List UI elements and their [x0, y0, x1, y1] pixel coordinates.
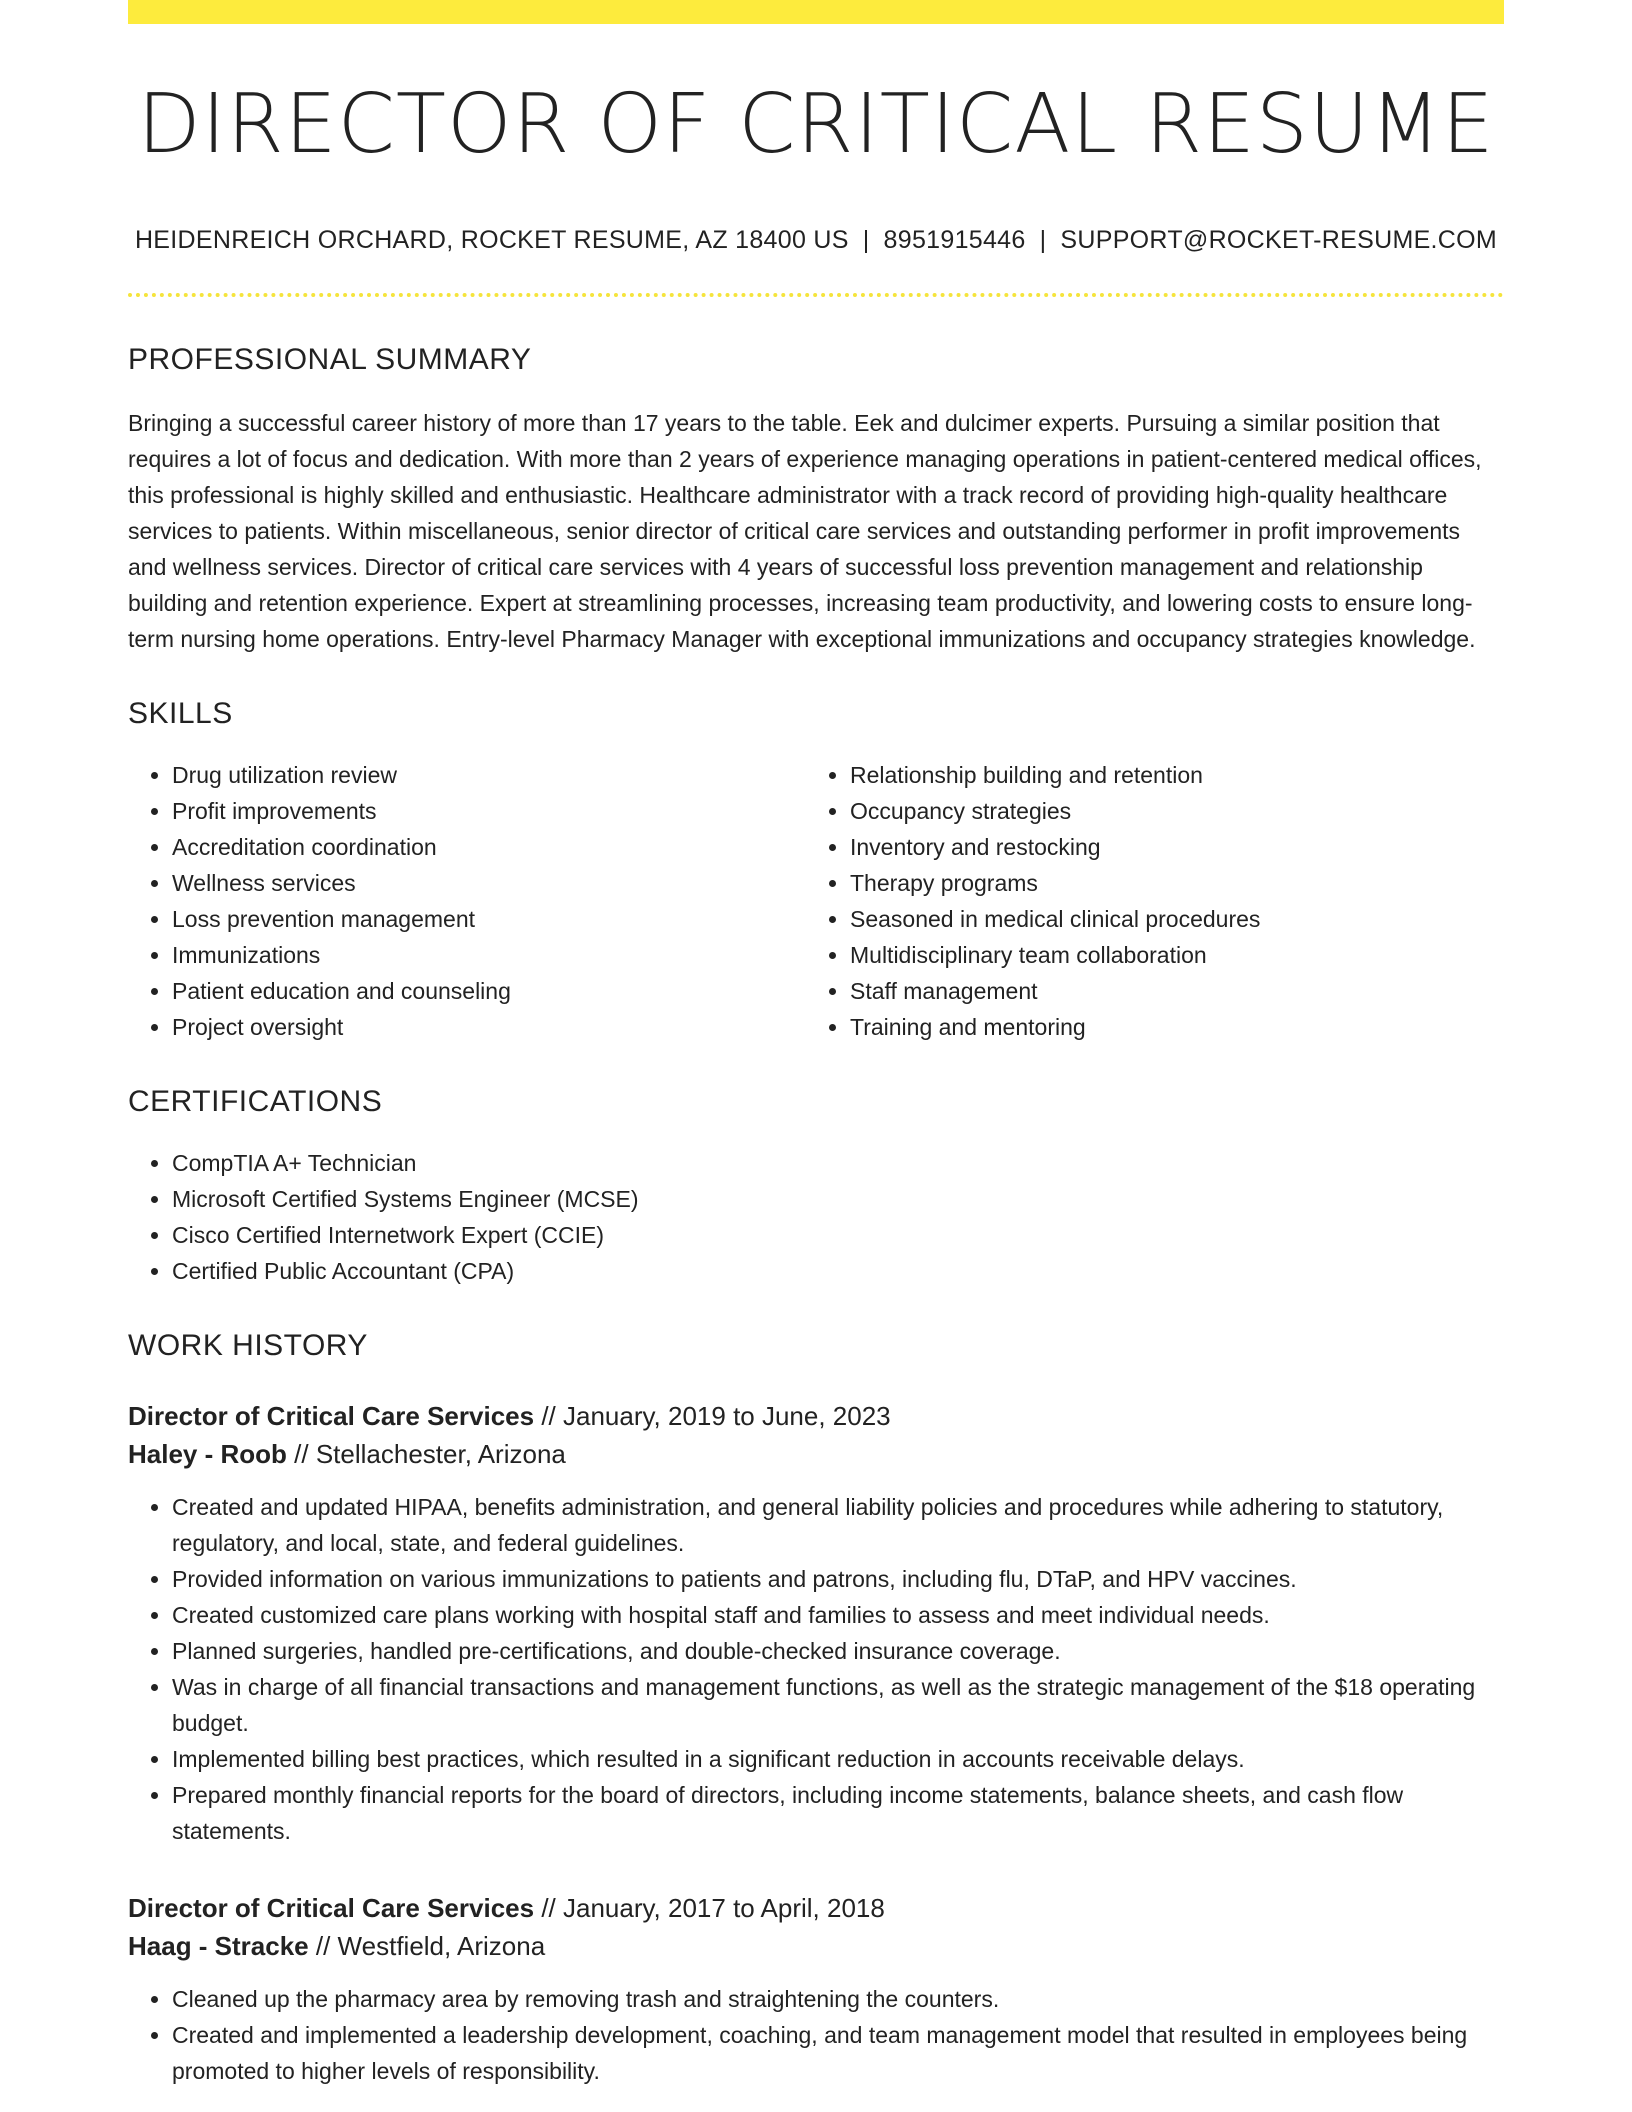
job-title: Director of Critical Care Services: [128, 1401, 535, 1432]
contact-separator: |: [862, 226, 870, 255]
job-bullet: • Prepared monthly financial reports for the board of directors, including income statements, balance sheets, and cash flow statements.: [172, 1777, 1504, 1849]
job-location: // Westfield, Arizona: [315, 1931, 546, 1962]
skill-item: • Inventory and restocking: [850, 829, 1484, 865]
job-bullet: • Implemented billing best practices, which resulted in a significant reduction in accounts receivable delays.: [172, 1741, 1504, 1777]
summary-heading: PROFESSIONAL SUMMARY: [128, 343, 532, 377]
work-history-section: [128, 1329, 1504, 2089]
job-entry: [128, 1889, 1504, 2089]
certifications-section: [128, 1085, 1504, 1289]
certifications-list: [128, 1145, 1504, 1289]
contact-phone: 8951915446: [883, 226, 1026, 255]
job-bullets: [128, 1489, 1504, 1849]
contact-line: [128, 226, 1504, 255]
skill-item: • Drug utilization review: [172, 757, 806, 793]
skills-heading: SKILLS: [128, 697, 233, 731]
skill-item: • Multidisciplinary team collaboration: [850, 937, 1484, 973]
skill-item: • Seasoned in medical clinical procedures: [850, 901, 1484, 937]
contact-email: SUPPORT@ROCKET-RESUME.COM: [1060, 226, 1498, 255]
skill-item: • Accreditation coordination: [172, 829, 806, 865]
job-dates: // January, 2017 to April, 2018: [541, 1893, 885, 1924]
job-bullet: • Provided information on various immunizations to patients and patrons, including flu, DTaP, and HPV vaccines.: [172, 1561, 1504, 1597]
certification-item: • Certified Public Accountant (CPA): [172, 1253, 1504, 1289]
contact-address: HEIDENREICH ORCHARD, ROCKET RESUME, AZ 18400 US: [134, 226, 849, 255]
skill-item: • Project oversight: [172, 1009, 806, 1045]
job-dates: // January, 2019 to June, 2023: [541, 1401, 891, 1432]
job-entry: [128, 1397, 1504, 1849]
job-bullet: • Was in charge of all financial transactions and management functions, as well as the strategic management of the $18 operating budget.: [172, 1669, 1504, 1741]
skill-item: • Immunizations: [172, 937, 806, 973]
skill-item: • Wellness services: [172, 865, 806, 901]
job-location: // Stellachester, Arizona: [294, 1439, 566, 1470]
skills-list-left: [128, 757, 806, 1045]
job-company-line: [128, 1927, 1504, 1965]
skill-item: • Patient education and counseling: [172, 973, 806, 1009]
certification-item: • Cisco Certified Internetwork Expert (CCIE): [172, 1217, 1504, 1253]
resume-page: [128, 0, 1504, 2089]
skill-item: • Therapy programs: [850, 865, 1484, 901]
job-bullet: • Created and implemented a leadership development, coaching, and team management model that resulted in employees being promoted to higher levels of responsibility.: [172, 2017, 1504, 2089]
skills-list-right: [806, 757, 1484, 1045]
skills-grid: [128, 731, 1504, 1045]
skill-item: • Profit improvements: [172, 793, 806, 829]
summary-section: [128, 343, 1504, 657]
job-title-line: [128, 1397, 1504, 1435]
summary-text: Bringing a successful career history of more than 17 years to the table. Eek and dulcimer experts. Pursuing a similar position that requires a lot of focus and dedication. With more than 2 years of experience managing operations in patient-centered medical offices, this professional is highly skilled and enthusiastic. Healthcare administrator with a track record of providing high-quality healthcare services to patients. Within miscellaneous, senior director of critical care services and outstanding performer in profit improvements and wellness services. Director of critical care services with 4 years of successful loss prevention management and relationship building and retention experience. Expert at streamlining processes, increasing team productivity, and lowering costs to ensure long-term nursing home operations. Entry-level Pharmacy Manager with exceptional immunizations and occupancy strategies knowledge.: [128, 410, 1482, 653]
skill-item: • Occupancy strategies: [850, 793, 1484, 829]
skill-item: • Relationship building and retention: [850, 757, 1484, 793]
certifications-heading: CERTIFICATIONS: [128, 1085, 383, 1119]
job-title: Director of Critical Care Services: [128, 1893, 535, 1924]
job-bullet: • Created customized care plans working with hospital staff and families to assess and meet individual needs.: [172, 1597, 1504, 1633]
skill-item: • Loss prevention management: [172, 901, 806, 937]
job-company: Haag - Stracke: [128, 1931, 309, 1962]
skill-item: • Staff management: [850, 973, 1484, 1009]
contact-separator: |: [1039, 226, 1047, 255]
job-bullets: [128, 1981, 1504, 2089]
dotted-divider: [128, 293, 1504, 297]
certification-item: • CompTIA A+ Technician: [172, 1145, 1504, 1181]
job-company: Haley - Roob: [128, 1439, 287, 1470]
job-company-line: [128, 1435, 1504, 1473]
skill-item: • Training and mentoring: [850, 1009, 1484, 1045]
skills-section: [128, 697, 1504, 1045]
job-title-line: [128, 1889, 1504, 1927]
job-bullet: • Cleaned up the pharmacy area by removing trash and straightening the counters.: [172, 1981, 1504, 2017]
job-bullet: • Created and updated HIPAA, benefits administration, and general liability policies and procedures while adhering to statutory, regulatory, and local, state, and federal guidelines.: [172, 1489, 1504, 1561]
resume-title: DIRECTOR OF CRITICAL RESUME: [137, 77, 1495, 172]
certification-item: • Microsoft Certified Systems Engineer (MCSE): [172, 1181, 1504, 1217]
job-bullet: • Planned surgeries, handled pre-certifications, and double-checked insurance coverage.: [172, 1633, 1504, 1669]
accent-bar: [128, 0, 1504, 24]
work-history-heading: WORK HISTORY: [128, 1329, 368, 1363]
